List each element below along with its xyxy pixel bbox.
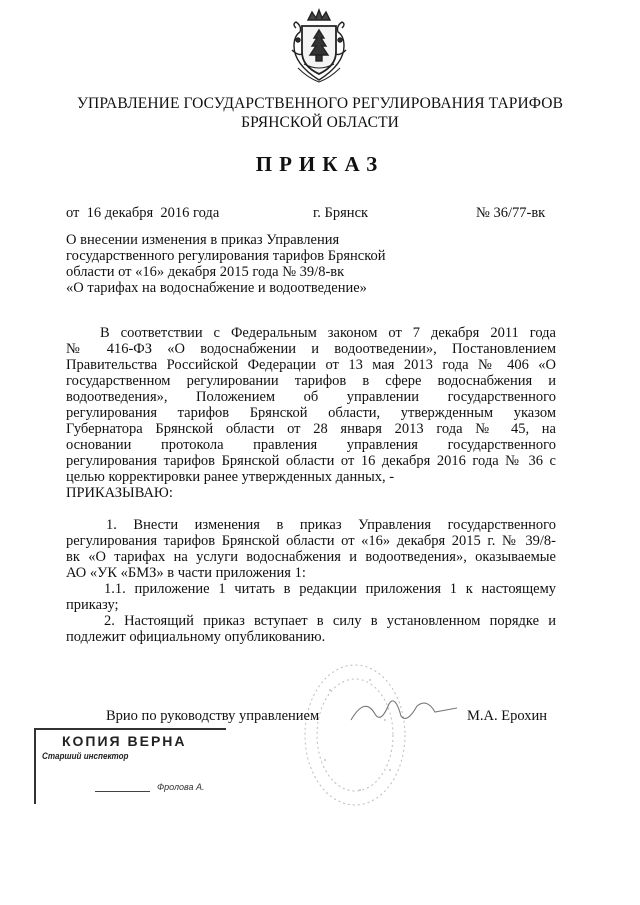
order-date: от 16 декабря 2016 года — [66, 205, 220, 221]
order-number: № 36/77-вк — [476, 205, 546, 221]
copy-stamp-signature-line — [95, 791, 150, 792]
copy-stamp-inspector: Старший инспектор — [42, 751, 129, 762]
subject-line: «О тарифах на водоснабжение и водоотведение» — [66, 280, 367, 296]
order-subject — [66, 232, 396, 296]
preamble-line: водоотведения», Положением об управлении государственного — [66, 389, 556, 405]
item-1-1-line: приказу; — [66, 597, 119, 613]
organization-name-line2: БРЯНСКОЙ ОБЛАСТИ — [241, 114, 399, 131]
copy-stamp-title: КОПИЯ ВЕРНА — [62, 733, 187, 749]
order-city: г. Брянск — [313, 205, 369, 221]
item-1-line: регулирования тарифов Брянской области от «16» декабря 2015 г. № 39/8- — [66, 533, 556, 549]
copy-stamp-name: Фролова А. — [157, 782, 205, 792]
subject-line: области от «16» декабря 2015 года № 39/8-вк — [66, 264, 345, 280]
preamble-line: регулирования тарифов Брянской области, утвержденным указом — [66, 405, 556, 421]
item-2-line: подлежит официальному опубликованию. — [66, 629, 326, 645]
order-directive: ПРИКАЗЫВАЮ: — [66, 485, 173, 501]
item-1-line: АО «УК «БМЗ» в части приложения 1: — [66, 565, 306, 581]
organization-name — [40, 94, 600, 132]
preamble-line: основании протокола правления управления государственного — [66, 437, 556, 453]
item-1-1-line: 1.1. приложение 1 читать в редакции приложения 1 к настоящему — [104, 581, 556, 597]
preamble-line: регулирования тарифов Брянской области от 16 декабря 2016 года № 36 с — [66, 453, 556, 469]
preamble-line: целью корректировки ранее утвержденных данных, - — [66, 469, 395, 485]
preamble-line: Правительства Российской Федерации от 13 мая 2013 года № 406 «О — [66, 357, 556, 373]
bryansk-coat-of-arms-icon — [288, 6, 350, 86]
preamble-line: В соответствии с Федеральным законом от 7 декабря 2011 года — [100, 325, 556, 341]
signature-icon — [345, 690, 465, 730]
item-2-line: 2. Настоящий приказ вступает в силу в установленном порядке и — [104, 613, 556, 629]
organization-name-line1: УПРАВЛЕНИЕ ГОСУДАРСТВЕННОГО РЕГУЛИРОВАНИЯ ТАРИФОВ — [76, 95, 564, 112]
order-body — [66, 325, 556, 645]
official-seal-icon — [300, 660, 410, 810]
preamble-line: № 416-ФЗ «О водоснабжении и водоотведении», Постановлением — [66, 341, 556, 357]
signatory-name: М.А. Ерохин — [467, 708, 548, 724]
subject-line: государственного регулирования тарифов Брянской — [66, 248, 386, 264]
preamble-line: государственном регулировании тарифов в сфере водоснабжения и — [66, 373, 556, 389]
item-1-line: вк «О тарифах на услуги водоснабжения и водоотведения», оказываемые — [66, 549, 556, 565]
item-1-line: 1. Внести изменения в приказ Управления государственного — [106, 517, 556, 533]
document-title: ПРИКАЗ — [255, 152, 385, 176]
signatory-position: Врио по руководству управлением — [106, 708, 320, 724]
subject-line: О внесении изменения в приказ Управления — [66, 232, 340, 248]
preamble-line: Губернатора Брянской области от 28 января 2013 года № 45, на — [66, 421, 556, 437]
